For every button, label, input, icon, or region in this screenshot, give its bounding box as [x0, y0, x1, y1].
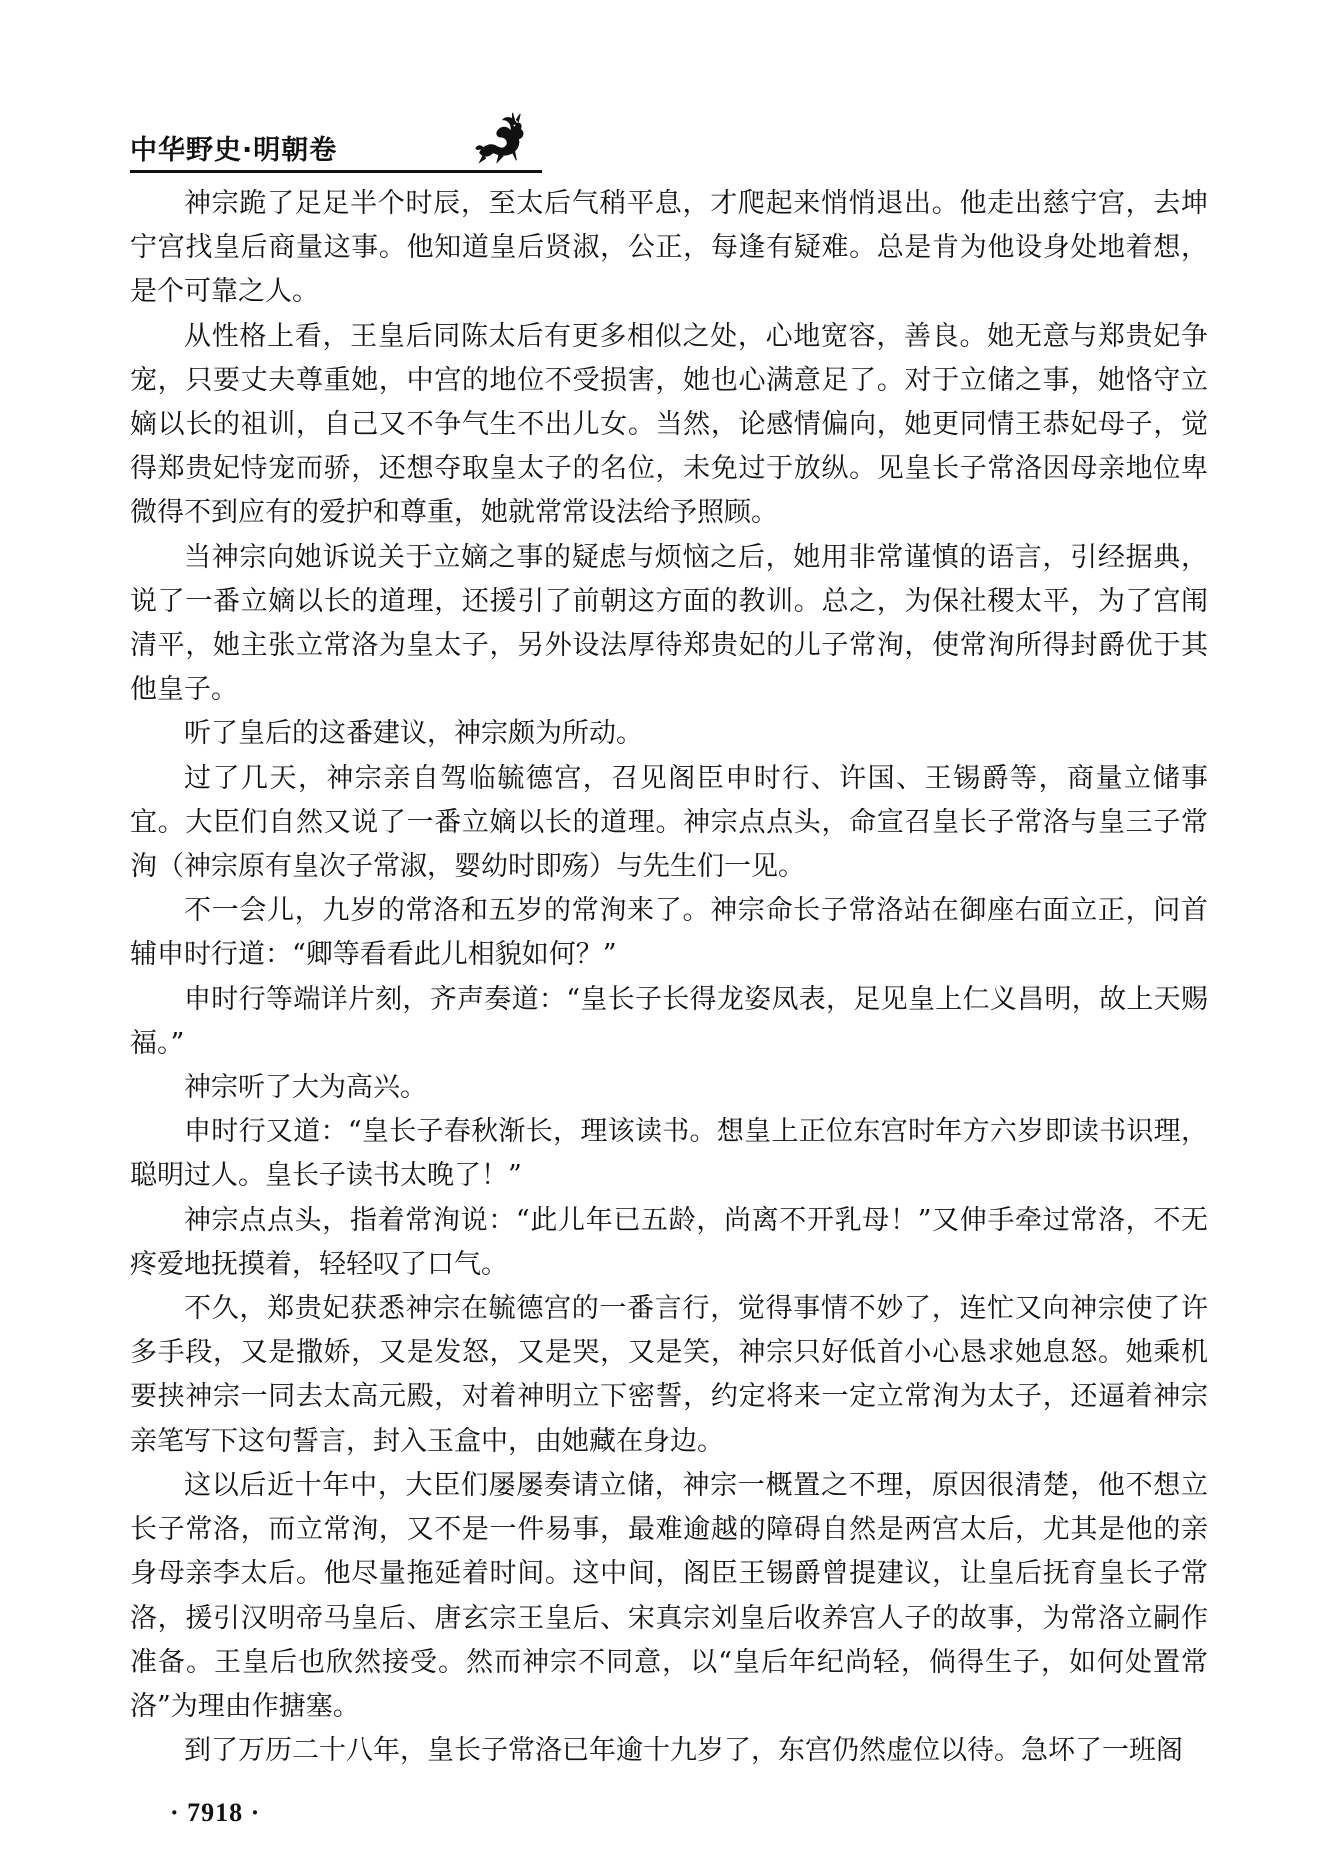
main-text — [130, 182, 1208, 1773]
paragraph: 神宗点点头，指着常洵说：“此儿年已五龄，尚离不开乳母！”又伸手牵过常洛，不无疼爱地抚摸着，轻轻叹了口气。 — [130, 1204, 1208, 1280]
paragraph: 不一会儿，九岁的常洛和五岁的常洵来了。神宗命长子常洛站在御座右面立正，问首辅申时行道：“卿等看看此儿相貌如何？” — [130, 895, 1208, 971]
page-number: · 7918 · — [170, 1798, 261, 1827]
header-rule — [130, 170, 542, 173]
paragraph: 神宗跪了足足半个时辰，至太后气稍平息，才爬起来悄悄退出。他走出慈宁宫，去坤宁宫找皇后商量这事。他知道皇后贤淑，公正，每逢有疑难。总是肯为他设身处地着想，是个可靠之人。 — [130, 188, 1208, 308]
running-header — [130, 120, 1210, 166]
paragraph: 当神宗向她诉说关于立嫡之事的疑虑与烦恼之后，她用非常谨慎的语言，引经据典，说了一番立嫡以长的道理，还援引了前朝这方面的教训。总之，为保社稷太平，为了宫闱清平，她主张立常洛为皇太子，另外设法厚待郑贵妃的儿子常洵，使常洵所得封爵优于其他皇子。 — [130, 541, 1208, 706]
paragraph: 到了万历二十八年，皇长子常洛已年逾十九岁了，东宫仍然虚位以待。急坏了一班阁 — [184, 1735, 1183, 1767]
dragon-emblem-icon — [470, 110, 528, 168]
paragraph: 申时行又道：“皇长子春秋渐长，理该读书。想皇上正位东宫时年方六岁即读书识理，聪明过人。皇长子读书太晚了！” — [130, 1116, 1208, 1192]
paragraph: 申时行等端详片刻，齐声奏道：“皇长子长得龙姿凤表，足见皇上仁义昌明，故上天赐福。” — [130, 983, 1208, 1059]
paragraph: 从性格上看，王皇后同陈太后有更多相似之处，心地宽容，善良。她无意与郑贵妃争宠，只要丈夫尊重她，中宫的地位不受损害，她也心满意足了。对于立储之事，她恪守立嫡以长的祖训，自己又不争气生不出儿女。当然，论感情偏向，她更同情王恭妃母子，觉得郑贵妃恃宠而骄，还想夺取皇太子的名位，未免过于放纵。见皇长子常洛因母亲地位卑微得不到应有的爱护和尊重，她就常常设法给予照顾。 — [130, 320, 1208, 529]
paragraph: 过了几天，神宗亲自驾临毓德宫，召见阁臣申时行、许国、王锡爵等，商量立储事宜。大臣们自然又说了一番立嫡以长的道理。神宗点点头，命宣召皇长子常洛与皇三子常洵（神宗原有皇次子常淑，婴幼时即殇）与先生们一见。 — [130, 762, 1208, 883]
paragraph: 不久，郑贵妃获悉神宗在毓德宫的一番言行，觉得事情不妙了，连忙又向神宗使了许多手段，又是撒娇，又是发怒，又是哭，又是笑，神宗只好低首小心恳求她息怒。她乘机要挟神宗一同去太高元殿，对着神明立下密誓，约定将来一定立常洵为太子，还逼着神宗亲笔写下这句誓言，封入玉盒中，由她藏在身边。 — [130, 1293, 1208, 1457]
paragraph: 神宗听了大为高兴。 — [184, 1072, 427, 1104]
book-series-title: 中华野史·明朝卷 — [130, 135, 338, 166]
paragraph: 这以后近十年中，大臣们屡屡奏请立储，神宗一概置之不理，原因很清楚，他不想立长子常洛，而立常洵，又不是一件易事，最难逾越的障碍自然是两宫太后，尤其是他的亲身母亲李太后。他尽量拖延着时间。这中间，阁臣王锡爵曾提建议，让皇后抚育皇长子常洛，援引汉明帝马皇后、唐玄宗王皇后、宋真宗刘皇后收养宫人子的故事，为常洛立嗣作准备。王皇后也欣然接受。然而神宗不同意，以“皇后年纪尚轻，倘得生子，如何处置常洛”为理由作搪塞。 — [130, 1469, 1208, 1722]
paragraph: 听了皇后的这番建议，神宗颇为所动。 — [184, 718, 643, 750]
